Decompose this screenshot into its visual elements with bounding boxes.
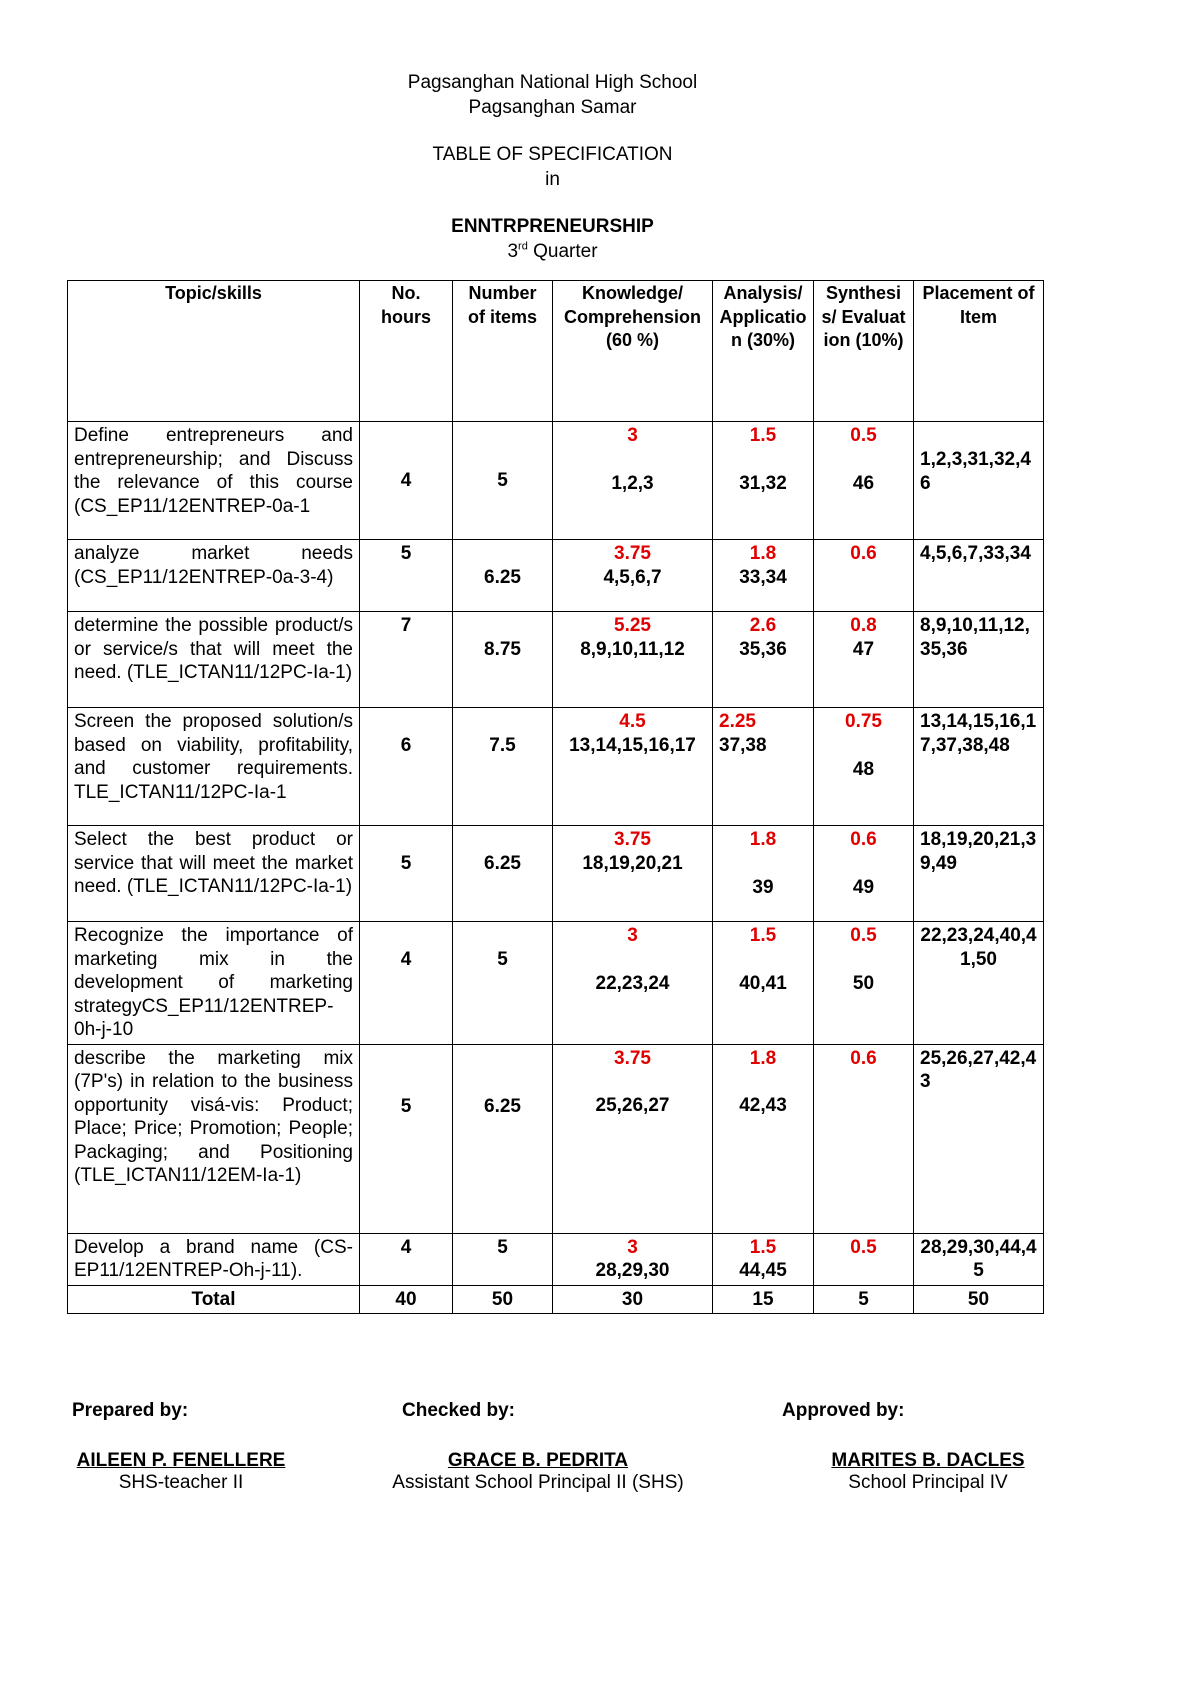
analysis-value: 2.25 <box>719 711 756 732</box>
table-row <box>68 922 1044 1045</box>
knowledge-cell <box>553 422 713 540</box>
placement-cell: 18,19,20,21,39,49 <box>914 826 1044 922</box>
total-placement: 50 <box>914 1285 1044 1314</box>
document-title: TABLE OF SPECIFICATION <box>432 144 673 165</box>
topic-cell: analyze market needs (CS_EP11/12ENTREP-0a-3-4) <box>68 540 360 612</box>
synthesis-cell <box>814 826 914 922</box>
approved-name: MARITES B. DACLES <box>831 1450 1025 1471</box>
topic-cell: Develop a brand name (CS-EP11/12ENTREP-Oh-j-11). <box>68 1233 360 1285</box>
total-label: Total <box>68 1285 360 1314</box>
synthesis-value: 0.75 <box>845 711 882 732</box>
total-analysis: 15 <box>713 1285 814 1314</box>
checked-name: GRACE B. PEDRITA <box>447 1450 629 1471</box>
synthesis-value: 0.6 <box>850 829 877 850</box>
analysis-cell <box>713 1044 814 1233</box>
analysis-value: 1.5 <box>749 925 777 946</box>
header-synthesis: Synthesis/ Evaluation (10%) <box>814 281 914 422</box>
analysis-items: 37,38 <box>719 734 767 756</box>
header-topic: Topic/skills <box>68 281 360 422</box>
subject-title: ENNTRPRENEURSHIP <box>451 216 654 237</box>
checked-position: Assistant School Principal II (SHS) <box>392 1472 684 1493</box>
prepared-signatory <box>66 1450 296 1494</box>
analysis-value: 2.6 <box>749 615 777 636</box>
hours-cell: 5 <box>360 826 453 922</box>
synthesis-items: 47 <box>852 638 875 660</box>
knowledge-items: 4,5,6,7 <box>603 566 662 588</box>
topic-cell: Recognize the importance of marketing mix in the development of marketing strategyCS_EP11/12ENTREP-0h-j-10 <box>68 922 360 1045</box>
header-items: Number of items <box>453 281 553 422</box>
items-cell: 6.25 <box>453 540 553 612</box>
table-row <box>68 1044 1044 1233</box>
analysis-value: 1.5 <box>749 1236 777 1258</box>
prepared-block <box>72 1400 188 1422</box>
analysis-value: 1.8 <box>749 543 777 564</box>
items-cell: 6.25 <box>453 1044 553 1233</box>
analysis-items: 35,36 <box>739 638 787 660</box>
specification-table <box>67 280 1044 1314</box>
analysis-items: 39 <box>752 876 774 898</box>
synthesis-items: 50 <box>852 972 875 994</box>
topic-cell: Screen the proposed solution/s based on viability, profitability, and customer requirements. TLE_ICTAN11/12PC-Ia-1 <box>68 708 360 826</box>
analysis-items: 44,45 <box>739 1260 787 1281</box>
synthesis-items: 49 <box>852 876 875 898</box>
knowledge-cell <box>553 1233 713 1285</box>
synthesis-value: 0.8 <box>850 615 877 636</box>
items-cell: 5 <box>453 1233 553 1285</box>
hours-cell: 4 <box>360 1233 453 1285</box>
placement-cell: 8,9,10,11,12,35,36 <box>914 612 1044 708</box>
placement-cell: 22,23,24,40,41,50 <box>914 922 1044 1045</box>
prepared-position: SHS-teacher II <box>118 1472 244 1493</box>
prepared-role: Prepared by: <box>72 1400 189 1421</box>
synthesis-cell <box>814 540 914 612</box>
knowledge-items: 28,29,30 <box>595 1260 670 1281</box>
synthesis-value: 0.6 <box>850 1047 877 1069</box>
analysis-cell <box>713 540 814 612</box>
knowledge-items: 22,23,24 <box>595 972 670 994</box>
knowledge-items: 25,26,27 <box>595 1095 670 1116</box>
synthesis-value: 0.5 <box>850 925 877 946</box>
synthesis-cell <box>814 922 914 1045</box>
total-synthesis: 5 <box>814 1285 914 1314</box>
topic-cell: determine the possible product/s or service/s that will meet the need. (TLE_ICTAN11/12PC-Ia-1) <box>68 612 360 708</box>
analysis-cell <box>713 612 814 708</box>
hours-cell: 4 <box>360 422 453 540</box>
approved-block <box>782 1400 904 1422</box>
header-knowledge: Knowledge/ Comprehension (60 %) <box>553 281 713 422</box>
checked-role: Checked by: <box>402 1400 515 1421</box>
placement-cell: 25,26,27,42,43 <box>914 1044 1044 1233</box>
table-row <box>68 540 1044 612</box>
analysis-value: 1.5 <box>749 425 777 446</box>
total-knowledge: 30 <box>553 1285 713 1314</box>
hours-cell: 4 <box>360 922 453 1045</box>
school-name: Pagsanghan National High School <box>407 72 698 93</box>
hours-cell: 5 <box>360 1044 453 1233</box>
knowledge-items: 1,2,3 <box>611 472 654 494</box>
synthesis-cell <box>814 612 914 708</box>
quarter-label: 3rd Quarter <box>507 240 598 262</box>
knowledge-value: 5.25 <box>614 615 651 636</box>
approved-signatory <box>818 1450 1038 1494</box>
knowledge-items: 8,9,10,11,12 <box>580 638 685 660</box>
knowledge-cell <box>553 826 713 922</box>
items-cell: 7.5 <box>453 708 553 826</box>
analysis-cell <box>713 422 814 540</box>
analysis-cell <box>713 1233 814 1285</box>
table-row <box>68 422 1044 540</box>
total-hours: 40 <box>360 1285 453 1314</box>
approved-role: Approved by: <box>782 1400 905 1421</box>
topic-cell: describe the marketing mix (7P's) in relation to the business opportunity visá-vis: Product; Place; Price; Promotion; People; Packaging; and Positioning (TLE_ICTAN11/12EM-Ia-1) <box>68 1044 360 1233</box>
approved-position: School Principal IV <box>848 1472 1008 1493</box>
knowledge-cell <box>553 540 713 612</box>
hours-cell: 7 <box>360 612 453 708</box>
knowledge-value: 3.75 <box>614 1047 651 1069</box>
items-cell: 5 <box>453 422 553 540</box>
synthesis-value: 0.6 <box>850 543 877 564</box>
topic-cell: Select the best product or service that will meet the market need. (TLE_ICTAN11/12PC-Ia-1) <box>68 826 360 922</box>
knowledge-value: 3.75 <box>614 543 651 564</box>
topic-cell: Define entrepreneurs and entrepreneurship; and Discuss the relevance of this course (CS_EP11/12ENTREP-0a-1 <box>68 422 360 540</box>
synthesis-cell <box>814 1044 914 1233</box>
knowledge-items: 13,14,15,16,17 <box>569 734 696 756</box>
analysis-cell <box>713 708 814 826</box>
checked-block <box>402 1400 515 1422</box>
knowledge-cell <box>553 922 713 1045</box>
items-cell: 8.75 <box>453 612 553 708</box>
school-location: Pagsanghan Samar <box>468 97 637 118</box>
synthesis-cell <box>814 1233 914 1285</box>
document-header <box>0 70 1105 264</box>
knowledge-cell <box>553 1044 713 1233</box>
synthesis-cell <box>814 708 914 826</box>
analysis-items: 33,34 <box>739 566 787 588</box>
analysis-value: 1.8 <box>749 829 777 850</box>
prepared-name: AILEEN P. FENELLERE <box>76 1450 286 1471</box>
checked-signatory <box>378 1450 698 1494</box>
hours-cell: 6 <box>360 708 453 826</box>
analysis-value: 1.8 <box>749 1047 777 1069</box>
analysis-items: 40,41 <box>739 972 787 994</box>
header-hours: No. hours <box>360 281 453 422</box>
analysis-items: 31,32 <box>739 472 787 494</box>
analysis-cell <box>713 826 814 922</box>
total-row <box>68 1285 1044 1314</box>
knowledge-items: 18,19,20,21 <box>582 852 683 874</box>
header-placement: Placement of Item <box>914 281 1044 422</box>
table-row <box>68 708 1044 826</box>
title-in: in <box>545 169 560 190</box>
knowledge-value: 3 <box>627 1236 638 1258</box>
table-header-row <box>68 281 1044 422</box>
items-cell: 5 <box>453 922 553 1045</box>
hours-cell: 5 <box>360 540 453 612</box>
table-row <box>68 612 1044 708</box>
placement-cell: 28,29,30,44,45 <box>914 1233 1044 1285</box>
items-cell: 6.25 <box>453 826 553 922</box>
knowledge-value: 3 <box>627 925 638 946</box>
table-row <box>68 826 1044 922</box>
synthesis-value: 0.5 <box>850 425 877 446</box>
analysis-items: 42,43 <box>739 1095 787 1116</box>
placement-cell: 13,14,15,16,17,37,38,48 <box>914 708 1044 826</box>
synthesis-cell <box>814 422 914 540</box>
knowledge-value: 3 <box>627 425 638 446</box>
placement-cell: 1,2,3,31,32,46 <box>914 422 1044 540</box>
synthesis-value: 0.5 <box>850 1236 877 1258</box>
synthesis-items: 48 <box>852 758 875 780</box>
knowledge-value: 4.5 <box>619 711 646 732</box>
table-row <box>68 1233 1044 1285</box>
knowledge-value: 3.75 <box>614 829 651 850</box>
total-items: 50 <box>453 1285 553 1314</box>
placement-cell: 4,5,6,7,33,34 <box>914 540 1044 612</box>
knowledge-cell <box>553 708 713 826</box>
synthesis-items: 46 <box>852 472 875 494</box>
header-analysis: Analysis/ Application (30%) <box>713 281 814 422</box>
analysis-cell <box>713 922 814 1045</box>
knowledge-cell <box>553 612 713 708</box>
